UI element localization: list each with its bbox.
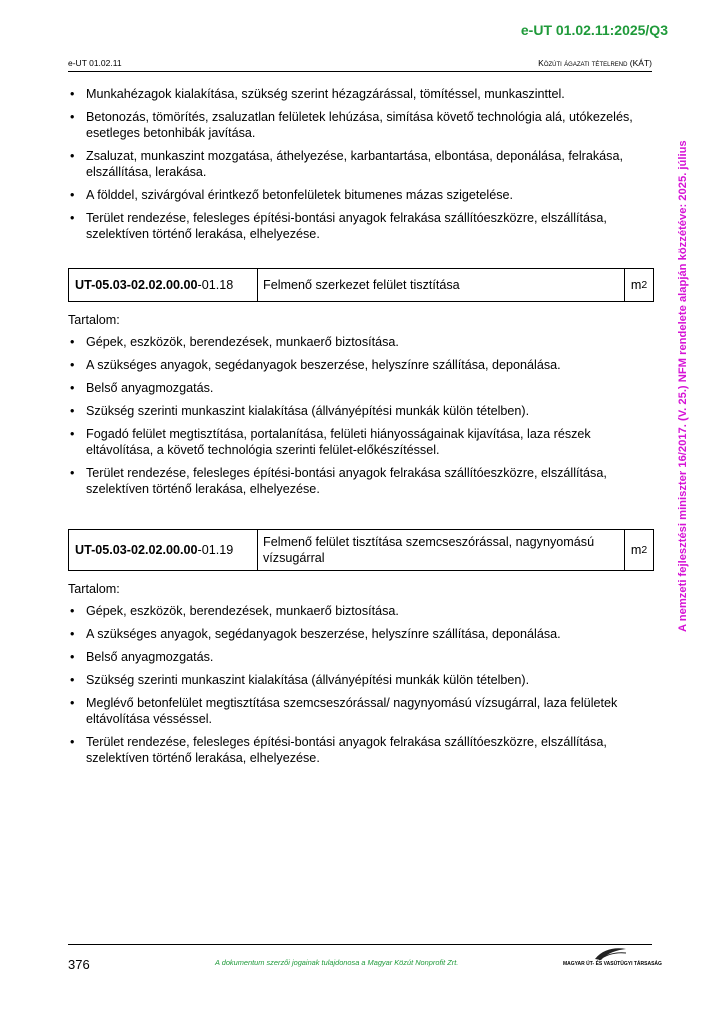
copyright-notice: A dokumentum szerzői jogainak tulajdonosa a Magyar Közút Nonprofit Zrt. (215, 958, 459, 967)
list-item: • Terület rendezése, felesleges építési-bontási anyagok felrakása szállítóeszközre, elszállítása, szelektíven történő lerakása, elhelyezése. (70, 735, 607, 765)
list-item: • Belső anyagmozgatás. (70, 650, 214, 664)
item-bullet-list (68, 334, 654, 497)
item-bullet-list (68, 603, 654, 766)
list-item: • Munkahézagok kialakítása, szükség szerint hézagzárással, tömítéssel, munkaszinttel. (70, 87, 565, 101)
list-item: • Gépek, eszközök, berendezések, munkaerő biztosítása. (70, 335, 399, 349)
list-item: • Betonozás, tömörítés, zsaluzatlan felületek lehúzása, simítása követő technológia alá, utókezelés, esetleges betonhibák javítása. (70, 110, 633, 140)
content-label: Tartalom: (68, 582, 120, 596)
running-header (68, 58, 652, 72)
bullet-icon: • (70, 696, 75, 710)
item-table-01-19 (68, 529, 654, 571)
bullet-icon: • (70, 735, 75, 749)
bullet-icon: • (70, 87, 75, 101)
society-logo (563, 945, 662, 969)
item-table-01-18 (68, 268, 654, 302)
header-left: e-UT 01.02.11 (68, 58, 122, 68)
intro-bullet-list (68, 86, 654, 242)
bullet-icon: • (70, 381, 75, 395)
bullet-icon: • (70, 404, 75, 418)
bullet-icon: • (70, 627, 75, 641)
page-content (68, 86, 654, 773)
header-right: Közúti ágazati tételrend (KÁT) (538, 58, 652, 68)
list-item: • A szükséges anyagok, segédanyagok beszerzése, helyszínre szállítása, deponálása. (70, 358, 561, 372)
item-code: UT-05.03-02.02.00.00 -01.18 (69, 269, 258, 301)
list-item: • A szükséges anyagok, segédanyagok beszerzése, helyszínre szállítása, deponálása. (70, 627, 561, 641)
bullet-icon: • (70, 673, 75, 687)
publication-side-note: A nemzeti fejlesztési miniszter 16/2017. (V. 25.) NFM rendelete alapján közzétéve: 2025. július (677, 140, 689, 632)
bullet-icon: • (70, 650, 75, 664)
document-code: e-UT 01.02.11:2025/Q3 (520, 22, 668, 38)
bullet-icon: • (70, 335, 75, 349)
logo-text: MAGYAR ÚT- ÉS VASÚTÜGYI TÁRSASÁG (563, 961, 662, 967)
list-item: • A földdel, szivárgóval érintkező betonfelületek bitumenes mázas szigetelése. (70, 188, 514, 202)
page-number: 376 (68, 957, 90, 972)
item-unit: m 2 (630, 278, 648, 292)
bullet-icon: • (70, 149, 75, 163)
list-item: • Gépek, eszközök, berendezések, munkaerő biztosítása. (70, 604, 399, 618)
list-item: • Szükség szerinti munkaszint kialakítása (állványépítési munkák külön tételben). (70, 404, 530, 418)
item-code: UT-05.03-02.02.00.00 -01.19 (69, 530, 258, 570)
list-item: • Belső anyagmozgatás. (70, 381, 214, 395)
list-item: • Fogadó felület megtisztítása, portalanítása, felületi hiányosságainak kijavítása, laza részek eltávolítása, a követő technológia szerinti felület-előkészítéssel. (70, 427, 591, 457)
list-item: • Szükség szerinti munkaszint kialakítása (állványépítési munkák külön tételben). (70, 673, 530, 687)
item-name: Felmenő felület tisztítása szemcseszórással, nagynyomású vízsugárral (258, 530, 625, 570)
bullet-icon: • (70, 211, 75, 225)
bullet-icon: • (70, 188, 75, 202)
bullet-icon: • (70, 427, 75, 441)
list-item: • Zsaluzat, munkaszint mozgatása, áthelyezése, karbantartása, elbontása, deponálása, felrakása, elszállítása, lerakása. (70, 149, 623, 179)
list-item: • Terület rendezése, felesleges építési-bontási anyagok felrakása szállítóeszközre, elszállítása, szelektíven történő lerakása, elhelyezése. (70, 211, 607, 241)
content-label: Tartalom: (68, 313, 120, 327)
bullet-icon: • (70, 358, 75, 372)
list-item: • Terület rendezése, felesleges építési-bontási anyagok felrakása szállítóeszközre, elszállítása, szelektíven történő lerakása, elhelyezése. (70, 466, 607, 496)
item-name: Felmenő szerkezet felület tisztítása (258, 269, 625, 301)
item-unit: m 2 (630, 543, 648, 557)
list-item: • Meglévő betonfelület megtisztítása szemcseszórással/ nagynyomású vízsugárral, laza felületek eltávolítása vésséssel. (70, 696, 618, 726)
bullet-icon: • (70, 110, 75, 124)
road-swoosh-icon (593, 945, 627, 961)
bullet-icon: • (70, 466, 75, 480)
bullet-icon: • (70, 604, 75, 618)
